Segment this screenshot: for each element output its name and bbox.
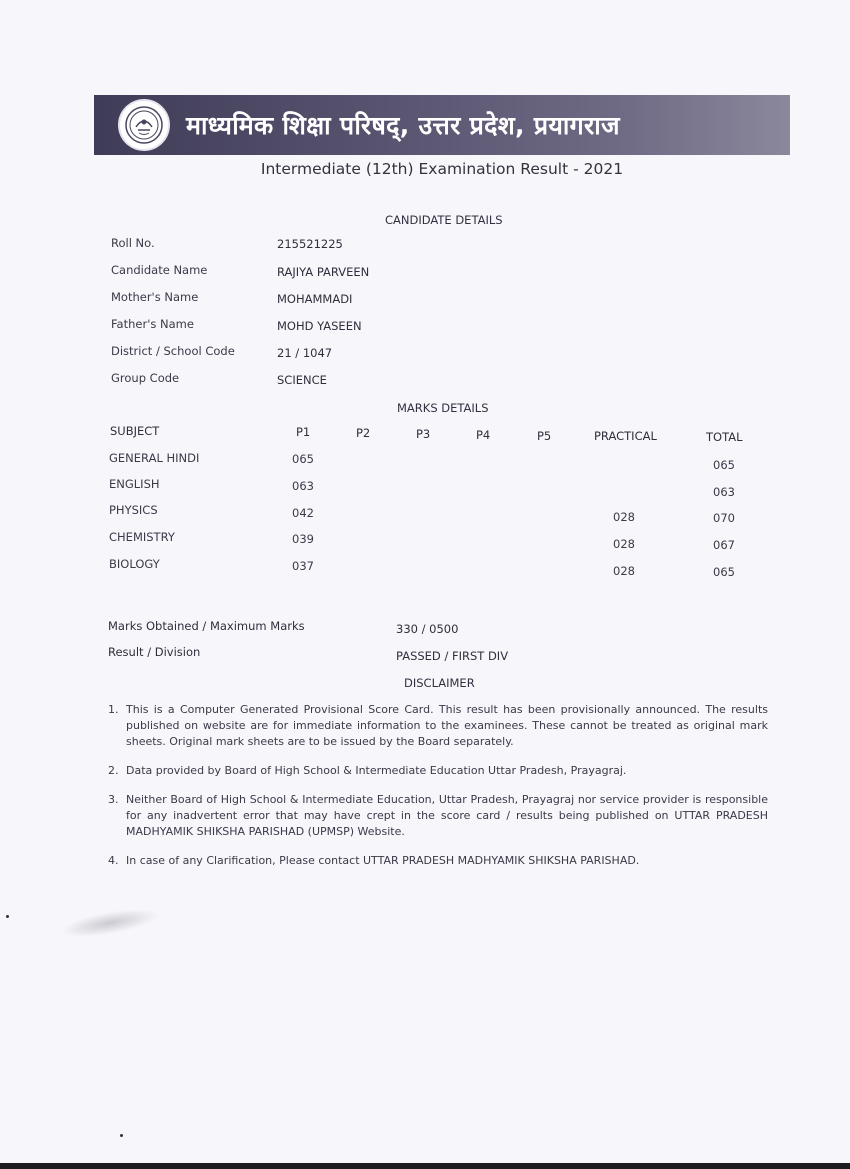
table-row-p1: 042 [292,506,314,520]
col-p5-header: P5 [537,429,552,443]
father-name-value: MOHD YASEEN [277,319,362,333]
header-banner [94,95,790,155]
col-subject-header: SUBJECT [110,424,160,438]
disclaimer-list [108,702,768,882]
disclaimer-item-text: In case of any Clarification, Please contact UTTAR PRADESH MADHYAMIK SHIKSHA PARISHAD. [126,854,640,867]
roll-no-value: 215521225 [277,237,343,251]
roll-no-label: Roll No. [111,236,155,250]
table-row-total: 063 [713,485,735,499]
table-row-p1: 037 [292,559,314,573]
district-school-code-value: 21 / 1047 [277,346,333,360]
mother-name-value: MOHAMMADI [277,292,353,306]
table-row-practical: 028 [613,510,635,524]
table-row-p1: 065 [292,452,314,466]
table-row-total: 065 [713,565,735,579]
table-row-p1: 039 [292,532,314,546]
table-row-subject: ENGLISH [109,477,160,491]
candidate-name-value: RAJIYA PARVEEN [277,265,370,279]
col-p2-header: P2 [356,426,371,440]
candidate-name-label: Candidate Name [111,263,208,277]
district-school-code-label: District / School Code [111,344,235,358]
group-code-value: SCIENCE [277,373,327,387]
table-row-total: 065 [713,458,735,472]
marks-details-heading: MARKS DETAILS [397,401,489,415]
result-division-label: Result / Division [108,645,201,659]
table-row-p1: 063 [292,479,314,493]
table-row-total: 070 [713,511,735,525]
disclaimer-item-number: 2. [108,764,119,777]
table-row-total: 067 [713,538,735,552]
table-row-practical: 028 [613,564,635,578]
col-total-header: TOTAL [706,430,743,444]
table-row-subject: PHYSICS [109,503,158,517]
disclaimer-heading: DISCLAIMER [404,676,475,690]
up-government-seal-icon [118,99,170,151]
father-name-label: Father's Name [111,317,194,331]
table-row-subject: GENERAL HINDI [109,451,200,465]
scan-speck [6,915,9,918]
mother-name-label: Mother's Name [111,290,199,304]
table-row-subject: BIOLOGY [109,557,160,571]
group-code-label: Group Code [111,371,180,385]
disclaimer-item-text: This is a Computer Generated Provisional Score Card. This result has been provisionally announced. The results published on website are for immediate information to the examinees. These cannot be treated as original mark sheets. Original mark sheets are to be issued by the Board separately. [126,703,768,748]
scan-speck [120,1134,123,1137]
disclaimer-item-text: Neither Board of High School & Intermediate Education, Uttar Pradesh, Prayagraj nor service provider is responsible for any inadvertent error that may have crept in the score card / results being published on UTTAR PRADESH MADHYAMIK SHIKSHA PARISHAD (UPMSP) Website. [126,793,768,838]
list-item [108,853,768,869]
col-p4-header: P4 [476,428,491,442]
table-row-practical: 028 [613,537,635,551]
result-division-value: PASSED / FIRST DIV [396,649,509,663]
list-item [108,702,768,750]
disclaimer-item-text: Data provided by Board of High School & Intermediate Education Uttar Pradesh, Prayagraj. [126,764,627,777]
board-name-hindi: माध्यमिक शिक्षा परिषद्, उत्तर प्रदेश, प्रयागराज [186,111,620,140]
list-item [108,763,768,779]
list-item [108,792,768,840]
scan-bottom-edge [0,1163,850,1169]
table-row-subject: CHEMISTRY [109,530,175,544]
col-practical-header: PRACTICAL [594,429,657,443]
marks-obtained-label: Marks Obtained / Maximum Marks [108,619,305,633]
scan-smudge [59,903,161,942]
exam-title: Intermediate (12th) Examination Result - 2021 [260,160,624,178]
disclaimer-item-number: 3. [108,793,119,806]
marks-obtained-value: 330 / 0500 [396,622,459,636]
disclaimer-item-number: 1. [108,703,119,716]
candidate-details-heading: CANDIDATE DETAILS [385,213,503,227]
col-p1-header: P1 [296,425,311,439]
col-p3-header: P3 [416,427,431,441]
disclaimer-item-number: 4. [108,854,119,867]
